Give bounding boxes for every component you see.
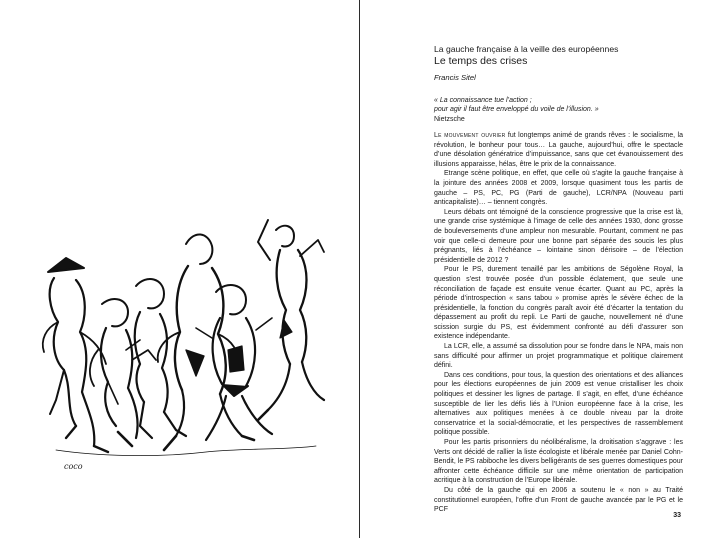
- body-paragraph-2: Etrange scène politique, en effet, que celle où s’agite la gauche française à la jointure des années 2008 et 2009, lorsque quasiment tous les partis de gauche – PS, PC, PG (Parti de gauche), LCR/NPA (Nouveau parti anticapitaliste)… – tiennent congrès.: [434, 170, 683, 207]
- article-author: Francis Sitel: [434, 73, 476, 82]
- page-number: 33: [673, 512, 681, 519]
- left-page: [0, 0, 359, 538]
- right-page: [360, 0, 720, 538]
- article-body: [434, 131, 683, 515]
- body-paragraph-7: Pour les partis prisonniers du néolibéralisme, la droitisation s’aggrave : les Verts ont décidé de rallier la liste écologiste et libérale menée par Daniel Cohn-Bendit, le PS rabiboche les divers belligérants de ses guerres domestiques pour affronter cette échéance difficile sur une même orientation de participation acritique à la construction de l’Europe libérale.: [434, 439, 683, 485]
- body-paragraph-8: Du côté de la gauche qui en 2006 a soutenu le « non » au Traité constitutionnel européen, l’offre d’un Front de gauche avancée par le PG et le PCF: [434, 486, 683, 514]
- body-paragraph-5: La LCR, elle, a assumé sa dissolution pour se fondre dans le NPA, mais non sans difficulté pour affirmer un projet programmatique et politique clairement défini.: [434, 343, 683, 370]
- illustration-signature: coco: [64, 462, 83, 471]
- article-kicker: La gauche française à la veille des européennes: [434, 44, 619, 54]
- epigraph-quote-line-2: pour agir il faut être enveloppé du voile de l’illusion. »: [434, 106, 599, 114]
- body-paragraph-4: Pour le PS, durement tenaillé par les ambitions de Ségolène Royal, la question s’est trouvée posée d’un possible éclatement, que seule une réconciliation de façade est ensuite venue écarter. Quant au PC, après la période d’introspection « sans tabou » promise après le sévère échec de la présidentielle, la fonction du congrès paraît avoir été d’écarter la tentation du dépassement au profit du repli. Le Parti de gauche, nouvellement né d’une scission surgie du PS, est évidemment confronté au défi d’assurer son existence indépendante.: [434, 266, 683, 341]
- epigraph: [434, 96, 684, 124]
- lead-in-text: fut longtemps animé de grands rêves : le socialisme, la révolution, le bonheur pour tous… La gauche, aujourd’hui, offre le spectacle d’une désolation génératrice d’impuissance, sans que cet évanouissement des illusions apparaisse, hélas, être le prix de la connaissance.: [434, 132, 683, 168]
- epigraph-attribution: Nietzsche: [434, 115, 465, 123]
- body-paragraph-3: Leurs débats ont témoigné de la conscience progressive que la crise est là, une grande crise systémique à l’image de celle des années 1930, donc grosse de bouleversements d’une ampleur non mesurable. Pourtant, comment ne pas voir que celle-ci demeure pour une bonne part séparée des soucis les plus prégnants, liés à l’échéance – lointaine sinon dérisoire – de l’élection présidentielle de 2012 ?: [434, 208, 683, 264]
- illustration-ink-drawing: [36, 200, 326, 480]
- epigraph-quote-line-1: « La connaissance tue l’action ;: [434, 97, 532, 104]
- body-paragraph-6: Dans ces conditions, pour tous, la question des orientations et des alliances pour les élections européennes de juin 2009 est venue cristalliser les choix politiques et dessiner les lignes de partage. Il s’agit, en effet, d’une échéance susceptible de lier les défis liés à l’Union européenne face à la crise, les alternatives aux politiques menées à ce double niveau par la droite conservatrice et la social-démocratie, et les perspectives de rassemblement politique possible.: [434, 371, 683, 437]
- body-paragraph-1: [434, 131, 683, 169]
- article-header: [434, 44, 684, 68]
- lead-in-smallcaps: Le mouvement ouvrier: [434, 132, 506, 139]
- article-title: Le temps des crises: [434, 55, 528, 67]
